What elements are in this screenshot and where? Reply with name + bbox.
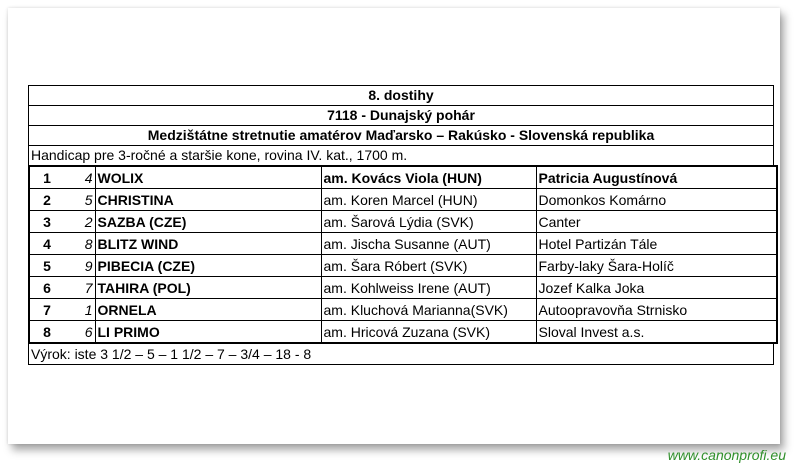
place-cell: 1 [29,166,64,189]
start-number-cell: 5 [64,189,95,211]
place-cell: 8 [29,321,64,344]
results-table [28,165,778,344]
table-row [29,321,777,344]
horse-name-cell: TAHIRA (POL) [95,277,321,299]
place-cell: 7 [29,299,64,321]
watermark: www.canonprofi.eu [667,447,786,463]
table-row [29,189,777,211]
horse-name-cell: ORNELA [95,299,321,321]
start-number-cell: 9 [64,255,95,277]
place-cell: 5 [29,255,64,277]
jockey-cell: am. Kohlweiss Irene (AUT) [321,277,536,299]
owner-cell: Farby-laky Šara-Holíč [536,255,777,277]
jockey-cell: am. Jischa Susanne (AUT) [321,233,536,255]
table-row [29,211,777,233]
jockey-cell: am. Kovács Viola (HUN) [321,166,536,189]
owner-cell: Autoopravovňa Strnisko [536,299,777,321]
owner-cell: Canter [536,211,777,233]
jockey-cell: am. Kluchová Marianna(SVK) [321,299,536,321]
jockey-cell: am. Šarová Lýdia (SVK) [321,211,536,233]
table-row [29,299,777,321]
horse-name-cell: SAZBA (CZE) [95,211,321,233]
race-number-title: 8. dostihy [28,85,774,105]
horse-name-cell: CHRISTINA [95,189,321,211]
table-row [29,255,777,277]
horse-name-cell: PIBECIA (CZE) [95,255,321,277]
race-name: 7118 - Dunajský pohár [28,105,774,125]
start-number-cell: 4 [64,166,95,189]
horse-name-cell: BLITZ WIND [95,233,321,255]
start-number-cell: 2 [64,211,95,233]
start-number-cell: 7 [64,277,95,299]
place-cell: 2 [29,189,64,211]
owner-cell: Sloval Invest a.s. [536,321,777,344]
owner-cell: Jozef Kalka Joka [536,277,777,299]
margins-verdict: Výrok: iste 3 1/2 – 5 – 1 1/2 – 7 – 3/4 – 18 - 8 [28,344,774,365]
jockey-cell: am. Koren Marcel (HUN) [321,189,536,211]
place-cell: 6 [29,277,64,299]
jockey-cell: am. Hricová Zuzana (SVK) [321,321,536,344]
table-row [29,277,777,299]
owner-cell: Domonkos Komárno [536,189,777,211]
table-row [29,166,777,189]
place-cell: 3 [29,211,64,233]
table-row [29,233,777,255]
race-conditions: Handicap pre 3-ročné a staršie kone, rovina IV. kat., 1700 m. [28,145,774,165]
race-results-sheet [28,85,774,365]
horse-name-cell: LI PRIMO [95,321,321,344]
jockey-cell: am. Šara Róbert (SVK) [321,255,536,277]
start-number-cell: 8 [64,233,95,255]
owner-cell: Hotel Partizán Tále [536,233,777,255]
start-number-cell: 1 [64,299,95,321]
race-event: Medzištátne stretnutie amatérov Maďarsko – Rakúsko - Slovenská republika [28,125,774,145]
owner-cell: Patricia Augustínová [536,166,777,189]
place-cell: 4 [29,233,64,255]
horse-name-cell: WOLIX [95,166,321,189]
start-number-cell: 6 [64,321,95,344]
